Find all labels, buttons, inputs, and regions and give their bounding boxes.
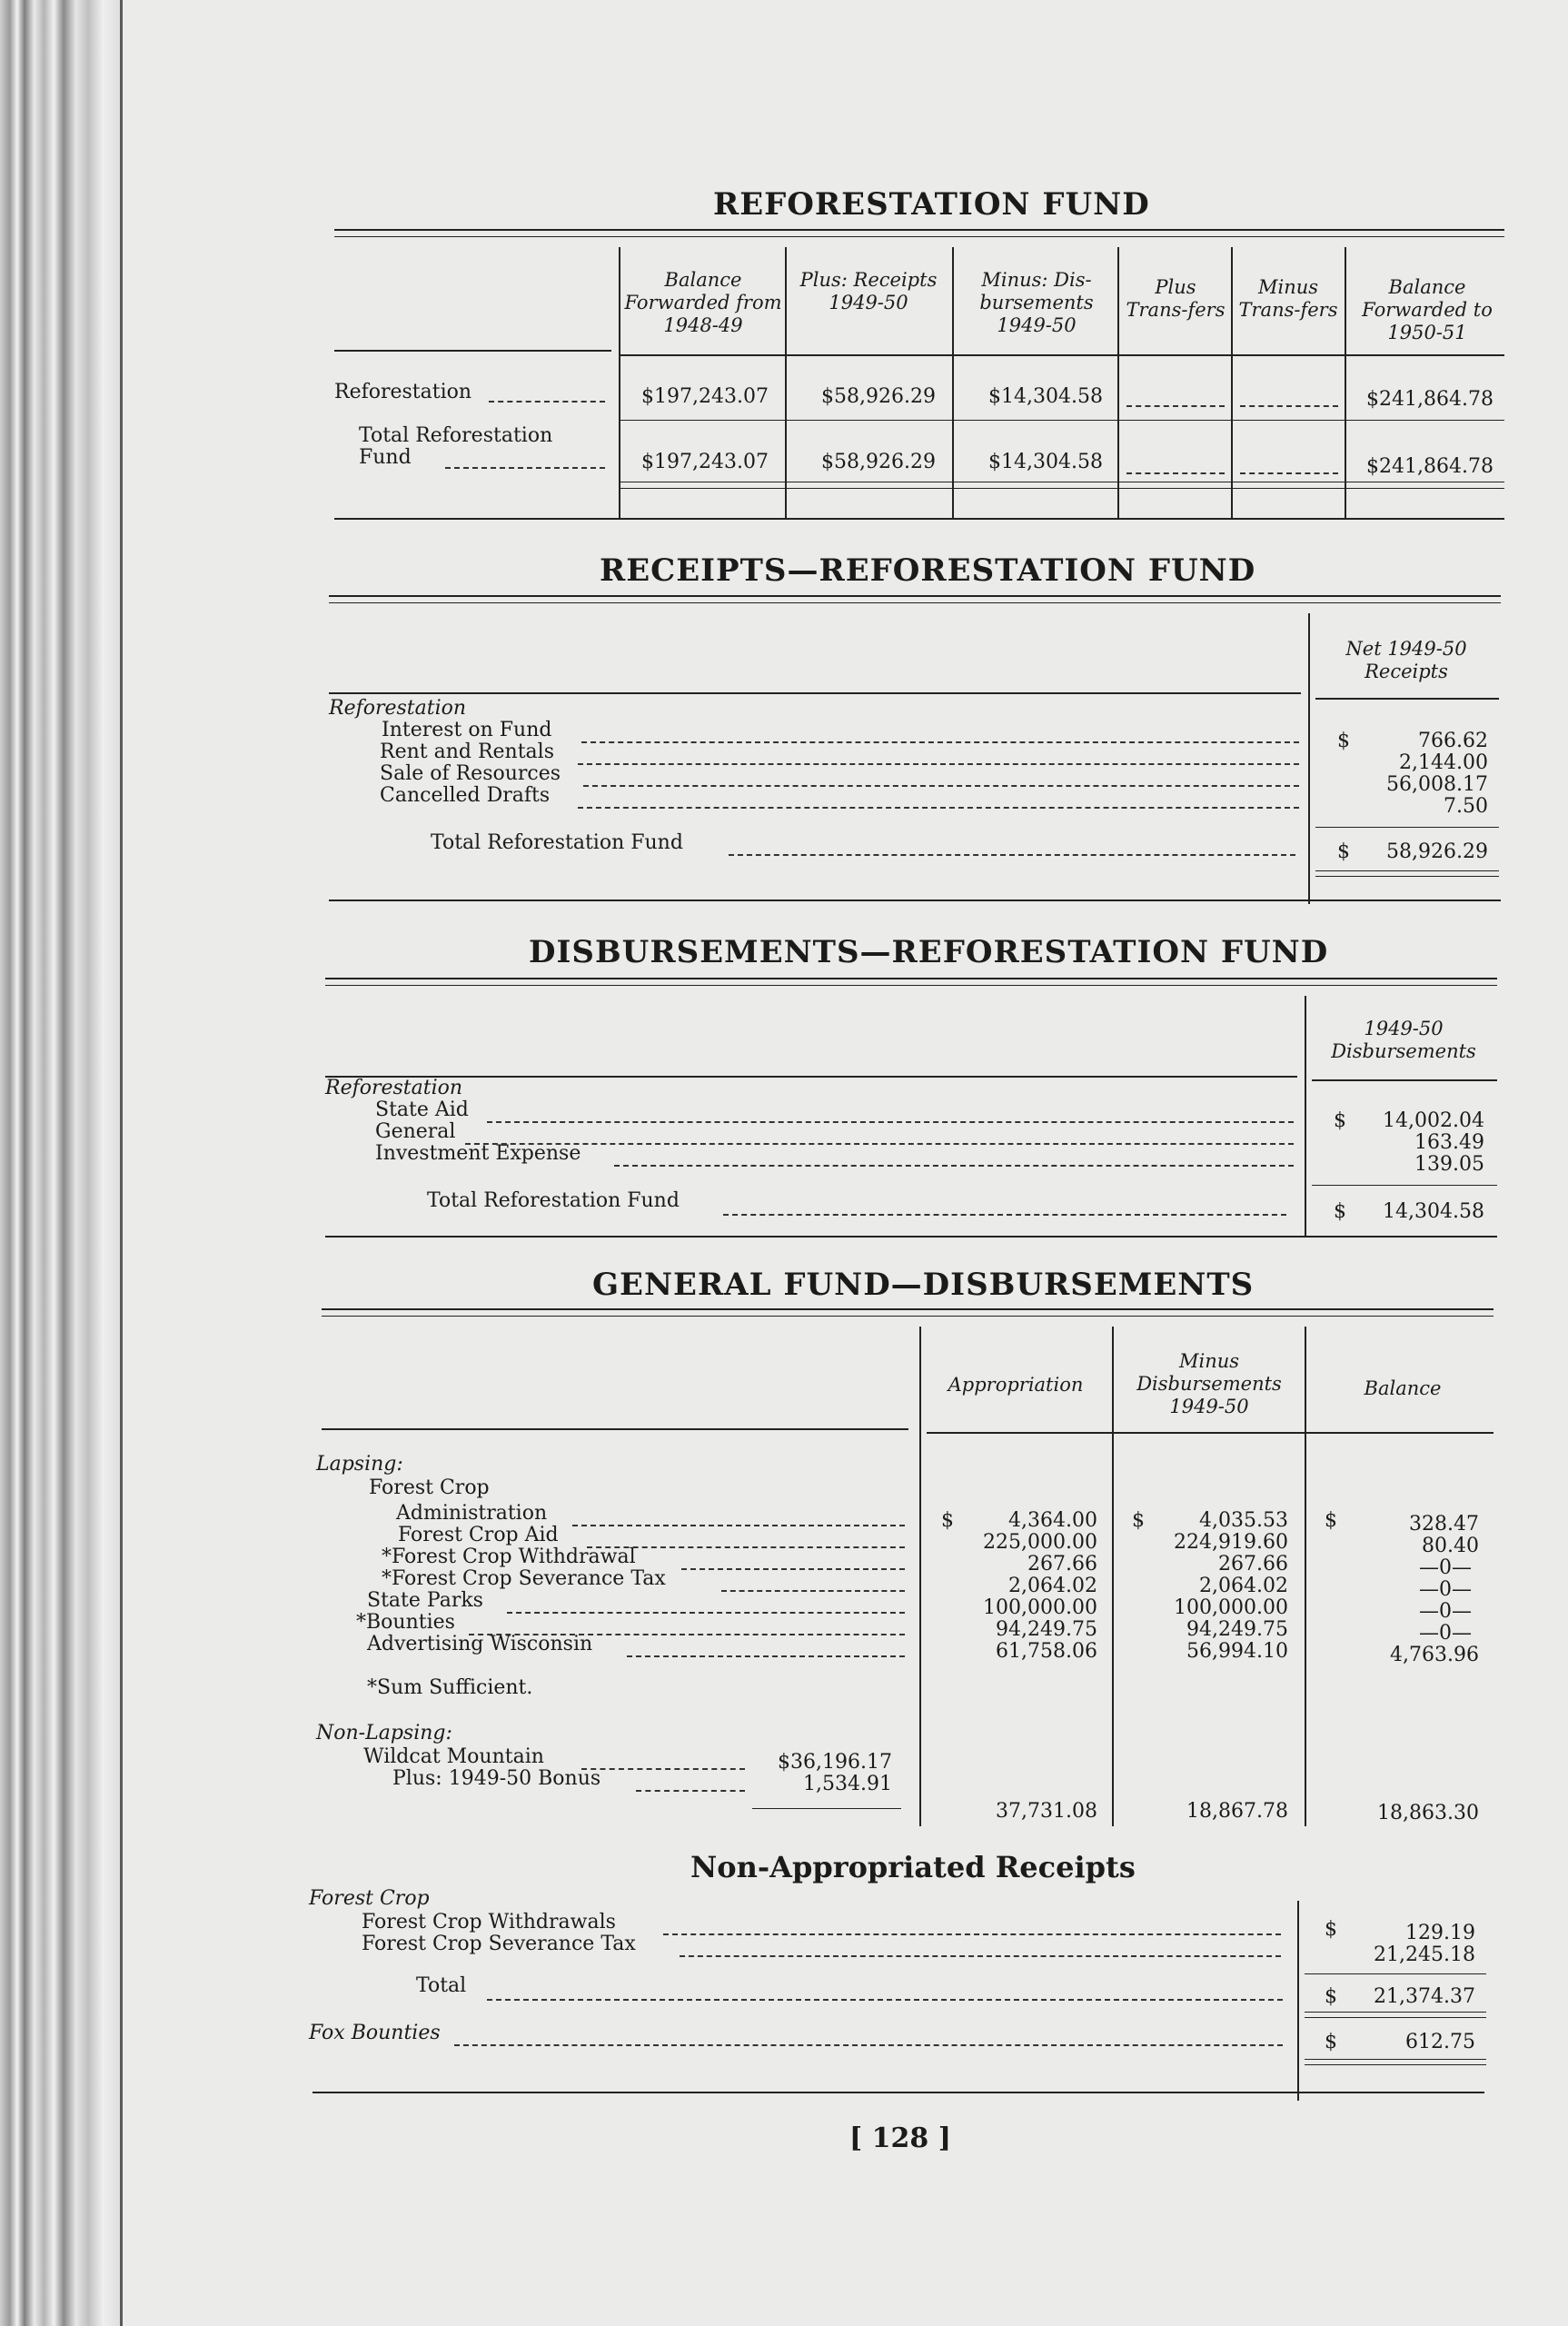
rule: [620, 354, 1504, 356]
rule: [329, 595, 1501, 597]
leader-dots: [587, 1546, 905, 1548]
gf-disbursement: 100,000.00: [1174, 1596, 1288, 1619]
leader-dots: [469, 1634, 905, 1635]
disbursements-item-label: Investment Expense: [375, 1142, 581, 1165]
cell: $14,304.58: [988, 451, 1103, 473]
leader-dots: [487, 1999, 1283, 2001]
col-header-plus-transfers: Plus Trans-fers: [1126, 276, 1226, 321]
rule: [1117, 247, 1119, 518]
page-number: [ 128 ]: [849, 2122, 951, 2154]
leader-dots: [681, 1568, 905, 1570]
rule: [322, 1428, 908, 1430]
receipts-item-label: Rent and Rentals: [380, 741, 554, 763]
col-header-balance: Balance: [1364, 1377, 1442, 1399]
rule: [1231, 247, 1233, 518]
rule: [952, 247, 954, 518]
cell: $241,864.78: [1366, 388, 1494, 411]
gf-appropriation: 267.66: [1027, 1553, 1097, 1576]
gf-disbursement: 4,035.53: [1199, 1509, 1288, 1532]
na-total-value: 21,374.37: [1374, 1985, 1475, 2008]
rule: [325, 1236, 1497, 1238]
rule: [620, 488, 1504, 489]
leader-dots: [465, 1143, 1294, 1145]
non-lapsing-label: Non-Lapsing:: [316, 1722, 452, 1744]
rule: [329, 692, 1301, 694]
rule: [752, 1808, 901, 1809]
rule: [1345, 247, 1346, 518]
gf-disbursement: 94,249.75: [1186, 1618, 1288, 1641]
rule: [313, 2092, 1484, 2093]
rule: [325, 1076, 1297, 1078]
general-fund-title: GENERAL FUND—DISBURSEMENTS: [592, 1267, 1255, 1303]
leader-dots: [1126, 472, 1225, 474]
receipts-title: RECEIPTS—REFORESTATION FUND: [600, 552, 1256, 589]
cell: $197,243.07: [641, 451, 769, 473]
bonus-value: 1,534.91: [803, 1773, 892, 1795]
currency-sign: $: [1334, 1200, 1346, 1223]
leader-dots: [583, 785, 1299, 787]
na-item-label: Forest Crop Withdrawals: [362, 1911, 616, 1933]
na-item-value: 129.19: [1405, 1922, 1475, 1944]
rule: [1312, 1185, 1497, 1186]
cell: $197,243.07: [641, 385, 769, 408]
cell: $14,304.58: [988, 385, 1103, 408]
gf-balance: —0—: [1419, 1578, 1472, 1601]
rule: [322, 1316, 1494, 1317]
non-appropriated-title: Non-Appropriated Receipts: [690, 1850, 1136, 1884]
row-label-reforestation: Reforestation: [334, 381, 472, 403]
leader-dots: [578, 763, 1299, 765]
disbursements-title: DISBURSEMENTS—REFORESTATION FUND: [529, 934, 1329, 970]
rule: [1312, 1079, 1497, 1081]
fox-bounties-value: 612.75: [1405, 2031, 1475, 2053]
disbursements-item-value: 14,002.04: [1383, 1109, 1484, 1132]
rule: [1315, 870, 1499, 871]
rule: [325, 985, 1497, 986]
rule: [619, 247, 620, 518]
gf-balance: 4,763.96: [1390, 1644, 1479, 1666]
na-forest-crop-label: Forest Crop: [309, 1887, 430, 1910]
rule: [334, 350, 611, 352]
na-total-label: Total: [416, 1974, 467, 1997]
leader-dots: [729, 854, 1295, 856]
gf-appropriation: 2,064.02: [1008, 1575, 1097, 1597]
rule: [1305, 2017, 1486, 2018]
disbursements-item-value: 139.05: [1414, 1153, 1484, 1176]
disbursements-item-label: State Aid: [375, 1098, 469, 1121]
lapsing-label: Lapsing:: [316, 1453, 403, 1476]
bonus-label: Plus: 1949-50 Bonus: [392, 1767, 601, 1790]
leader-dots: [572, 1525, 905, 1526]
receipts-item-label: Sale of Resources: [380, 762, 561, 785]
rule: [1315, 827, 1499, 828]
leader-dots: [581, 1768, 745, 1770]
receipts-item-value: 7.50: [1444, 795, 1488, 818]
rule: [927, 1432, 1494, 1434]
gf-appropriation: 61,758.06: [996, 1640, 1097, 1663]
rule: [329, 602, 1501, 603]
leader-dots: [614, 1165, 1294, 1167]
gf-row-label: *Forest Crop Withdrawal: [382, 1546, 636, 1568]
non-lapsing-balance: 18,863.30: [1377, 1802, 1479, 1824]
gf-appropriation: 4,364.00: [1008, 1509, 1097, 1532]
gf-row-label: State Parks: [367, 1589, 483, 1612]
rule: [1305, 2064, 1486, 2065]
leader-dots: [487, 1121, 1294, 1123]
rule: [1297, 1901, 1299, 2101]
rule: [334, 236, 1504, 237]
rule: [1315, 876, 1499, 877]
cell: $58,926.29: [821, 451, 936, 473]
gf-balance: —0—: [1419, 1556, 1472, 1579]
col-header-plus-receipts: Plus: Receipts 1949-50: [799, 269, 938, 313]
cell: $58,926.29: [821, 385, 936, 408]
rule: [785, 247, 787, 518]
leader-dots: [663, 1933, 1281, 1935]
cell: $241,864.78: [1366, 455, 1494, 478]
gf-disbursement: 267.66: [1218, 1553, 1288, 1576]
book-spine: [0, 0, 123, 2326]
receipts-item-value: 56,008.17: [1386, 773, 1488, 796]
leader-dots: [723, 1214, 1286, 1216]
receipts-section-label: Reforestation: [329, 697, 467, 720]
leader-dots: [721, 1590, 905, 1592]
gf-balance: 328.47: [1409, 1513, 1479, 1536]
leader-dots: [454, 2044, 1283, 2046]
disbursements-item-value: 163.49: [1414, 1131, 1484, 1154]
rule: [325, 978, 1497, 979]
wildcat-label: Wildcat Mountain: [363, 1745, 544, 1768]
rule: [334, 518, 1504, 520]
receipts-item-value: 2,144.00: [1399, 751, 1488, 774]
rule: [334, 229, 1504, 231]
currency-sign: $: [1132, 1509, 1145, 1532]
rule: [1308, 613, 1310, 904]
gf-row-label: *Forest Crop Severance Tax: [382, 1567, 666, 1590]
gf-disbursement: 56,994.10: [1186, 1640, 1288, 1663]
col-header-minus-disbursements: Minus: Dis-bursements 1949-50: [979, 269, 1094, 336]
rule: [322, 1308, 1494, 1310]
rule: [1305, 2012, 1486, 2013]
gf-row-label: *Bounties: [356, 1611, 455, 1634]
leader-dots: [636, 1790, 745, 1792]
gf-balance: —0—: [1419, 1600, 1472, 1623]
currency-sign: $: [1337, 840, 1350, 863]
col-header-appropriation: Appropriation: [948, 1374, 1084, 1396]
gf-balance: —0—: [1419, 1622, 1472, 1645]
leader-dots: [507, 1612, 905, 1614]
currency-sign: $: [1334, 1109, 1346, 1132]
receipts-total-label: Total Reforestation Fund: [431, 831, 683, 854]
leader-dots: [1240, 405, 1338, 407]
leader-dots: [578, 807, 1299, 809]
gf-appropriation: 225,000.00: [983, 1531, 1097, 1554]
leader-dots: [581, 741, 1299, 743]
receipts-item-label: Interest on Fund: [382, 719, 552, 741]
currency-sign: $: [1325, 2031, 1337, 2053]
rule: [1112, 1327, 1114, 1826]
leader-dots: [627, 1655, 905, 1657]
leader-dots: [680, 1955, 1281, 1957]
gf-row-label: Forest Crop Aid: [398, 1524, 559, 1546]
gf-row-label: Administration: [396, 1502, 548, 1525]
receipts-col-header: Net 1949-50 Receipts: [1345, 638, 1467, 682]
rule: [1305, 2059, 1486, 2060]
na-item-value: 21,245.18: [1374, 1943, 1475, 1966]
leader-dots: [489, 401, 605, 403]
col-header-balance-forwarded: Balance Forwarded from 1948-49: [624, 269, 782, 336]
col-header-minus-disbursements: Minus Disbursements 1949-50: [1136, 1350, 1282, 1417]
rule: [1315, 698, 1499, 700]
currency-sign: $: [941, 1509, 954, 1532]
disbursements-total-value: 14,304.58: [1383, 1200, 1484, 1223]
disbursements-col-header: 1949-50 Disbursements: [1331, 1018, 1476, 1062]
rule: [329, 900, 1501, 901]
rule: [620, 420, 1504, 421]
receipts-item-value: 766.62: [1418, 730, 1488, 752]
currency-sign: $: [1325, 1918, 1337, 1941]
wildcat-value: $36,196.17: [778, 1751, 892, 1774]
col-header-balance-to: Balance Forwarded to 1950-51: [1362, 276, 1493, 343]
na-item-label: Forest Crop Severance Tax: [362, 1933, 636, 1955]
footnote: *Sum Sufficient.: [367, 1676, 533, 1699]
row-label-total-reforestation: Total Reforestation Fund: [359, 424, 553, 469]
gf-balance: 80.40: [1422, 1535, 1479, 1557]
forest-crop-label: Forest Crop: [369, 1476, 490, 1499]
fox-bounties-label: Fox Bounties: [309, 2022, 441, 2044]
currency-sign: $: [1325, 1509, 1337, 1532]
disbursements-total-label: Total Reforestation Fund: [427, 1189, 680, 1212]
disbursements-item-label: General: [375, 1120, 456, 1143]
gf-appropriation: 100,000.00: [983, 1596, 1097, 1619]
currency-sign: $: [1325, 1985, 1337, 2008]
currency-sign: $: [1337, 730, 1350, 752]
rule: [919, 1327, 921, 1826]
non-lapsing-appropriation: 37,731.08: [996, 1800, 1097, 1823]
rule: [1305, 1327, 1306, 1826]
gf-disbursement: 224,919.60: [1174, 1531, 1288, 1554]
receipts-item-label: Cancelled Drafts: [380, 784, 551, 807]
gf-row-label: Advertising Wisconsin: [367, 1633, 593, 1655]
rule: [1305, 996, 1306, 1236]
gf-appropriation: 94,249.75: [996, 1618, 1097, 1641]
leader-dots: [1126, 405, 1225, 407]
disbursements-section-label: Reforestation: [325, 1077, 463, 1099]
col-header-minus-transfers: Minus Trans-fers: [1238, 276, 1338, 321]
reforestation-fund-title: REFORESTATION FUND: [713, 186, 1150, 223]
leader-dots: [445, 467, 605, 469]
rule: [1305, 1973, 1486, 1974]
non-lapsing-disbursements: 18,867.78: [1186, 1800, 1288, 1823]
receipts-total-value: 58,926.29: [1386, 840, 1488, 863]
leader-dots: [1240, 472, 1338, 474]
gf-disbursement: 2,064.02: [1199, 1575, 1288, 1597]
